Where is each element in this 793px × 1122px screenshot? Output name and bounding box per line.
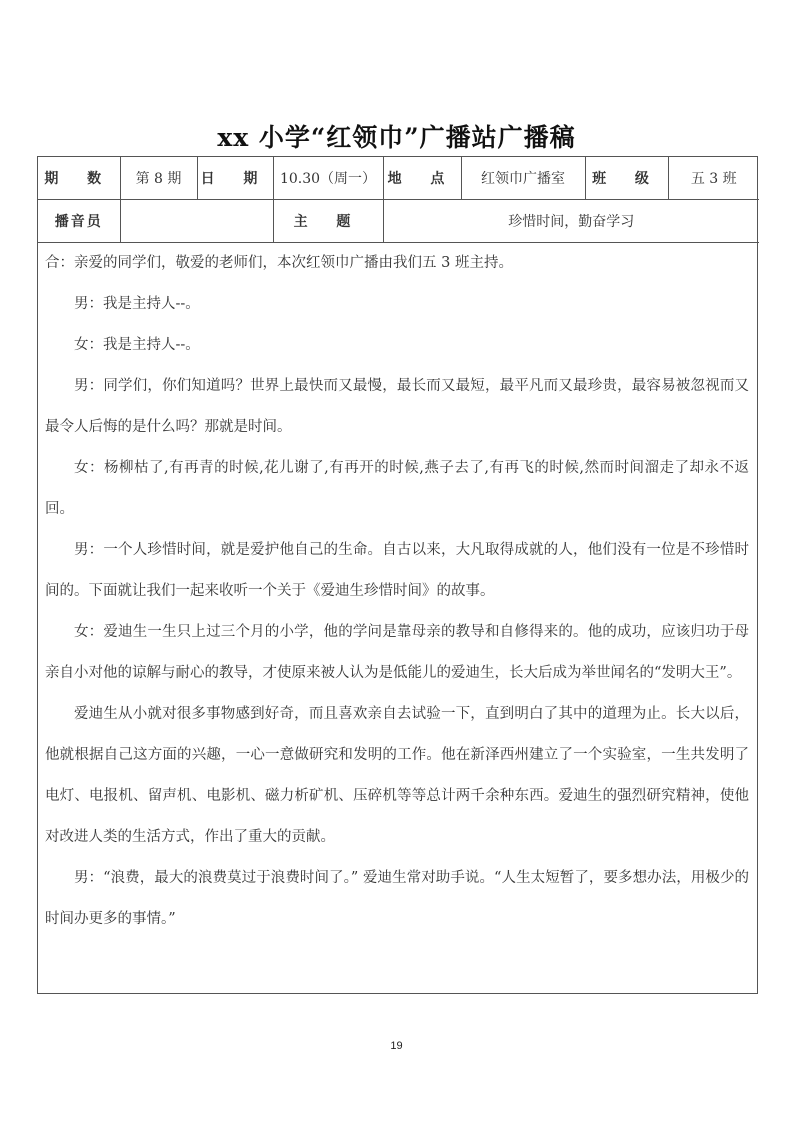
class-value: 五 3 班 bbox=[668, 157, 759, 200]
announcer-label: 播音员 bbox=[38, 200, 120, 243]
location-value: 红领巾广播室 bbox=[461, 157, 585, 200]
page-number: 19 bbox=[390, 1040, 403, 1052]
issue-value: 第 8 期 bbox=[120, 157, 197, 200]
info-row-1 bbox=[38, 157, 759, 200]
announcer-value bbox=[120, 200, 273, 243]
script-body bbox=[38, 243, 757, 940]
paragraph: 爱迪生从小就对很多事物感到好奇，而且喜欢亲自去试验一下，直到明白了其中的道理为止。长大以后，他就根据自己这方面的兴趣，一心一意做研究和发明的工作。他在新泽西州建立了一个实验室，一生共发明了电灯、电报机、留声机、电影机、磁力析矿机、压碎机等等总计两千余种东西。爱迪生的强烈研究精神，使他对改进人类的生活方式，作出了重大的贡献。 bbox=[45, 706, 749, 845]
paragraph: 女：杨柳枯了,有再青的时候,花儿谢了,有再开的时候,燕子去了,有再飞的时候,然而时间溜走了却永不返回。 bbox=[45, 460, 749, 517]
location-label: 地 点 bbox=[383, 157, 461, 200]
paragraph: 男：“浪费，最大的浪费莫过于浪费时间了。” 爱迪生常对助手说。“人生太短暂了，要多想办法，用极少的时间办更多的事情。” bbox=[45, 870, 749, 927]
broadcast-script-table bbox=[37, 156, 758, 994]
date-value: 10.30（周一） bbox=[273, 157, 383, 200]
paragraph: 男：同学们，你们知道吗？世界上最快而又最慢，最长而又最短，最平凡而又最珍贵，最容易被忽视而又最令人后悔的是什么吗？那就是时间。 bbox=[45, 378, 749, 435]
paragraph-male-host: 男：我是主持人--。 bbox=[74, 296, 200, 312]
info-table bbox=[38, 157, 759, 243]
issue-label: 期 数 bbox=[38, 157, 120, 200]
paragraph: 男：一个人珍惜时间，就是爱护他自己的生命。自古以来，大凡取得成就的人，他们没有一位是不珍惜时间的。下面就让我们一起来收听一个关于《爱迪生珍惜时间》的故事。 bbox=[45, 542, 749, 599]
date-label: 日 期 bbox=[197, 157, 273, 200]
paragraph-female-host: 女：我是主持人--。 bbox=[74, 337, 200, 353]
paragraph: 女：爱迪生一生只上过三个月的小学，他的学问是靠母亲的教导和自修得来的。他的成功，应该归功于母亲自小对他的谅解与耐心的教导，才使原来被人认为是低能儿的爱迪生，长大后成为举世闻名的“发明大王”。 bbox=[45, 624, 749, 681]
info-row-2 bbox=[38, 200, 759, 243]
topic-value: 珍惜时间，勤奋学习 bbox=[383, 200, 759, 243]
document-title: xx 小学“红领巾”广播站广播稿 bbox=[217, 123, 576, 152]
class-label: 班 级 bbox=[585, 157, 668, 200]
topic-label: 主 题 bbox=[273, 200, 383, 243]
paragraph-opening: 合：亲爱的同学们，敬爱的老师们，本次红领巾广播由我们五 3 班主持。 bbox=[45, 255, 513, 271]
